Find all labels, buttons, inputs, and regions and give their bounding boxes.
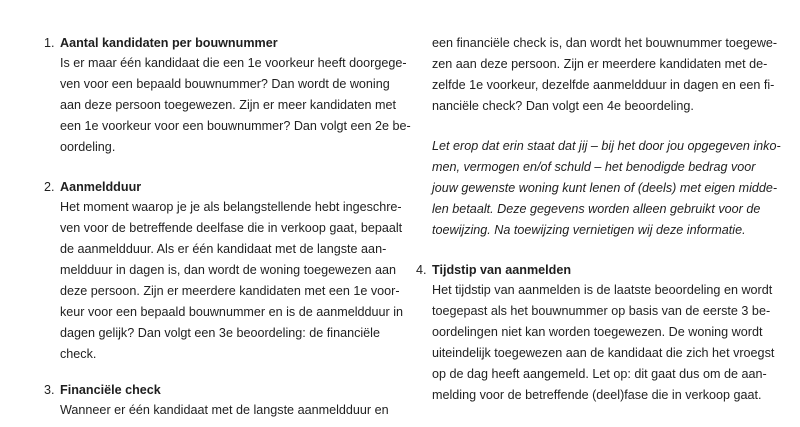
body-line: aan deze persoon toegewezen. Zijn er meer kandidaten met	[60, 98, 397, 112]
body-line: zelfde 1e voorkeur, dezelfde aanmeldduur in dagen en een fi-	[432, 78, 775, 92]
item-number: 2.	[44, 180, 55, 194]
item-number: 3.	[44, 383, 55, 397]
item-title: Aantal kandidaten per bouwnummer	[60, 36, 278, 50]
body-line: toegepast als het bouwnummer op basis van de eerste 3 be-	[432, 304, 771, 318]
body-line: zen aan deze persoon. Zijn er meerdere kandidaten met de-	[432, 57, 768, 71]
item-title: Tijdstip van aanmelden	[432, 263, 572, 277]
body-line: nanciële check? Dan volgt een 4e beoordeling.	[432, 99, 694, 113]
body-line: oordelingen niet kan worden toegewezen. De woning wordt	[432, 325, 763, 339]
body-line: meldduur in dagen is, dan wordt de woning toegewezen aan	[60, 263, 397, 277]
body-line: deze persoon. Zijn er meerdere kandidaten met een 1e voor-	[60, 284, 400, 298]
body-line: de aanmeldduur. Als er één kandidaat met de langste aan-	[60, 242, 387, 256]
body-line: ven voor een bepaald bouwnummer? Dan wordt de woning	[60, 77, 390, 91]
body-line: Is er maar één kandidaat die een 1e voorkeur heeft doorgege-	[60, 56, 407, 70]
item-title: Financiële check	[60, 383, 161, 397]
body-line: op de dag heeft aangemeld. Let op: dit gaat dus om de aan-	[432, 367, 767, 381]
body-line: ven voor de betreffende deelfase die in verkoop gaat, bepaalt	[60, 221, 403, 235]
body-line: Het moment waarop je je als belangstellende hebt ingeschre-	[60, 200, 402, 214]
item-title: Aanmeldduur	[60, 180, 142, 194]
body-line: keur voor een bepaald bouwnummer en is de aanmeldduur in	[60, 305, 404, 319]
body-line: uiteindelijk toegewezen aan de kandidaat die zich het vroegst	[432, 346, 775, 360]
note-line: men, vermogen en/of schuld – het benodigde bedrag voor	[432, 160, 756, 174]
body-line: een 1e voorkeur voor een bouwnummer? Dan volgt een 2e be-	[60, 119, 411, 133]
body-line: dagen gelijk? Dan volgt een 3e beoordeling: de financiële	[60, 326, 380, 340]
body-line: een financiële check is, dan wordt het bouwnummer toegewe-	[432, 36, 778, 50]
body-line: melding voor de betreffende (deel)fase die in verkoop gaat.	[432, 388, 762, 402]
item-number: 4.	[416, 263, 427, 277]
note-line: len betaalt. Deze gegevens worden alleen gebruikt voor de	[432, 202, 761, 216]
note-line: Let erop dat erin staat dat jij – bij het door jou opgegeven inko-	[432, 139, 781, 153]
body-line: Wanneer er één kandidaat met de langste aanmeldduur en	[60, 403, 389, 417]
note-line: toewijzing. Na toewijzing vernietigen wij deze informatie.	[432, 223, 746, 237]
item-number: 1.	[44, 36, 55, 50]
note-line: jouw gewenste woning kunt lenen of (deels) met eigen midde-	[432, 181, 778, 195]
body-line: Het tijdstip van aanmelden is de laatste beoordeling en wordt	[432, 283, 773, 297]
body-line: check.	[60, 347, 97, 361]
body-line: oordeling.	[60, 140, 116, 154]
